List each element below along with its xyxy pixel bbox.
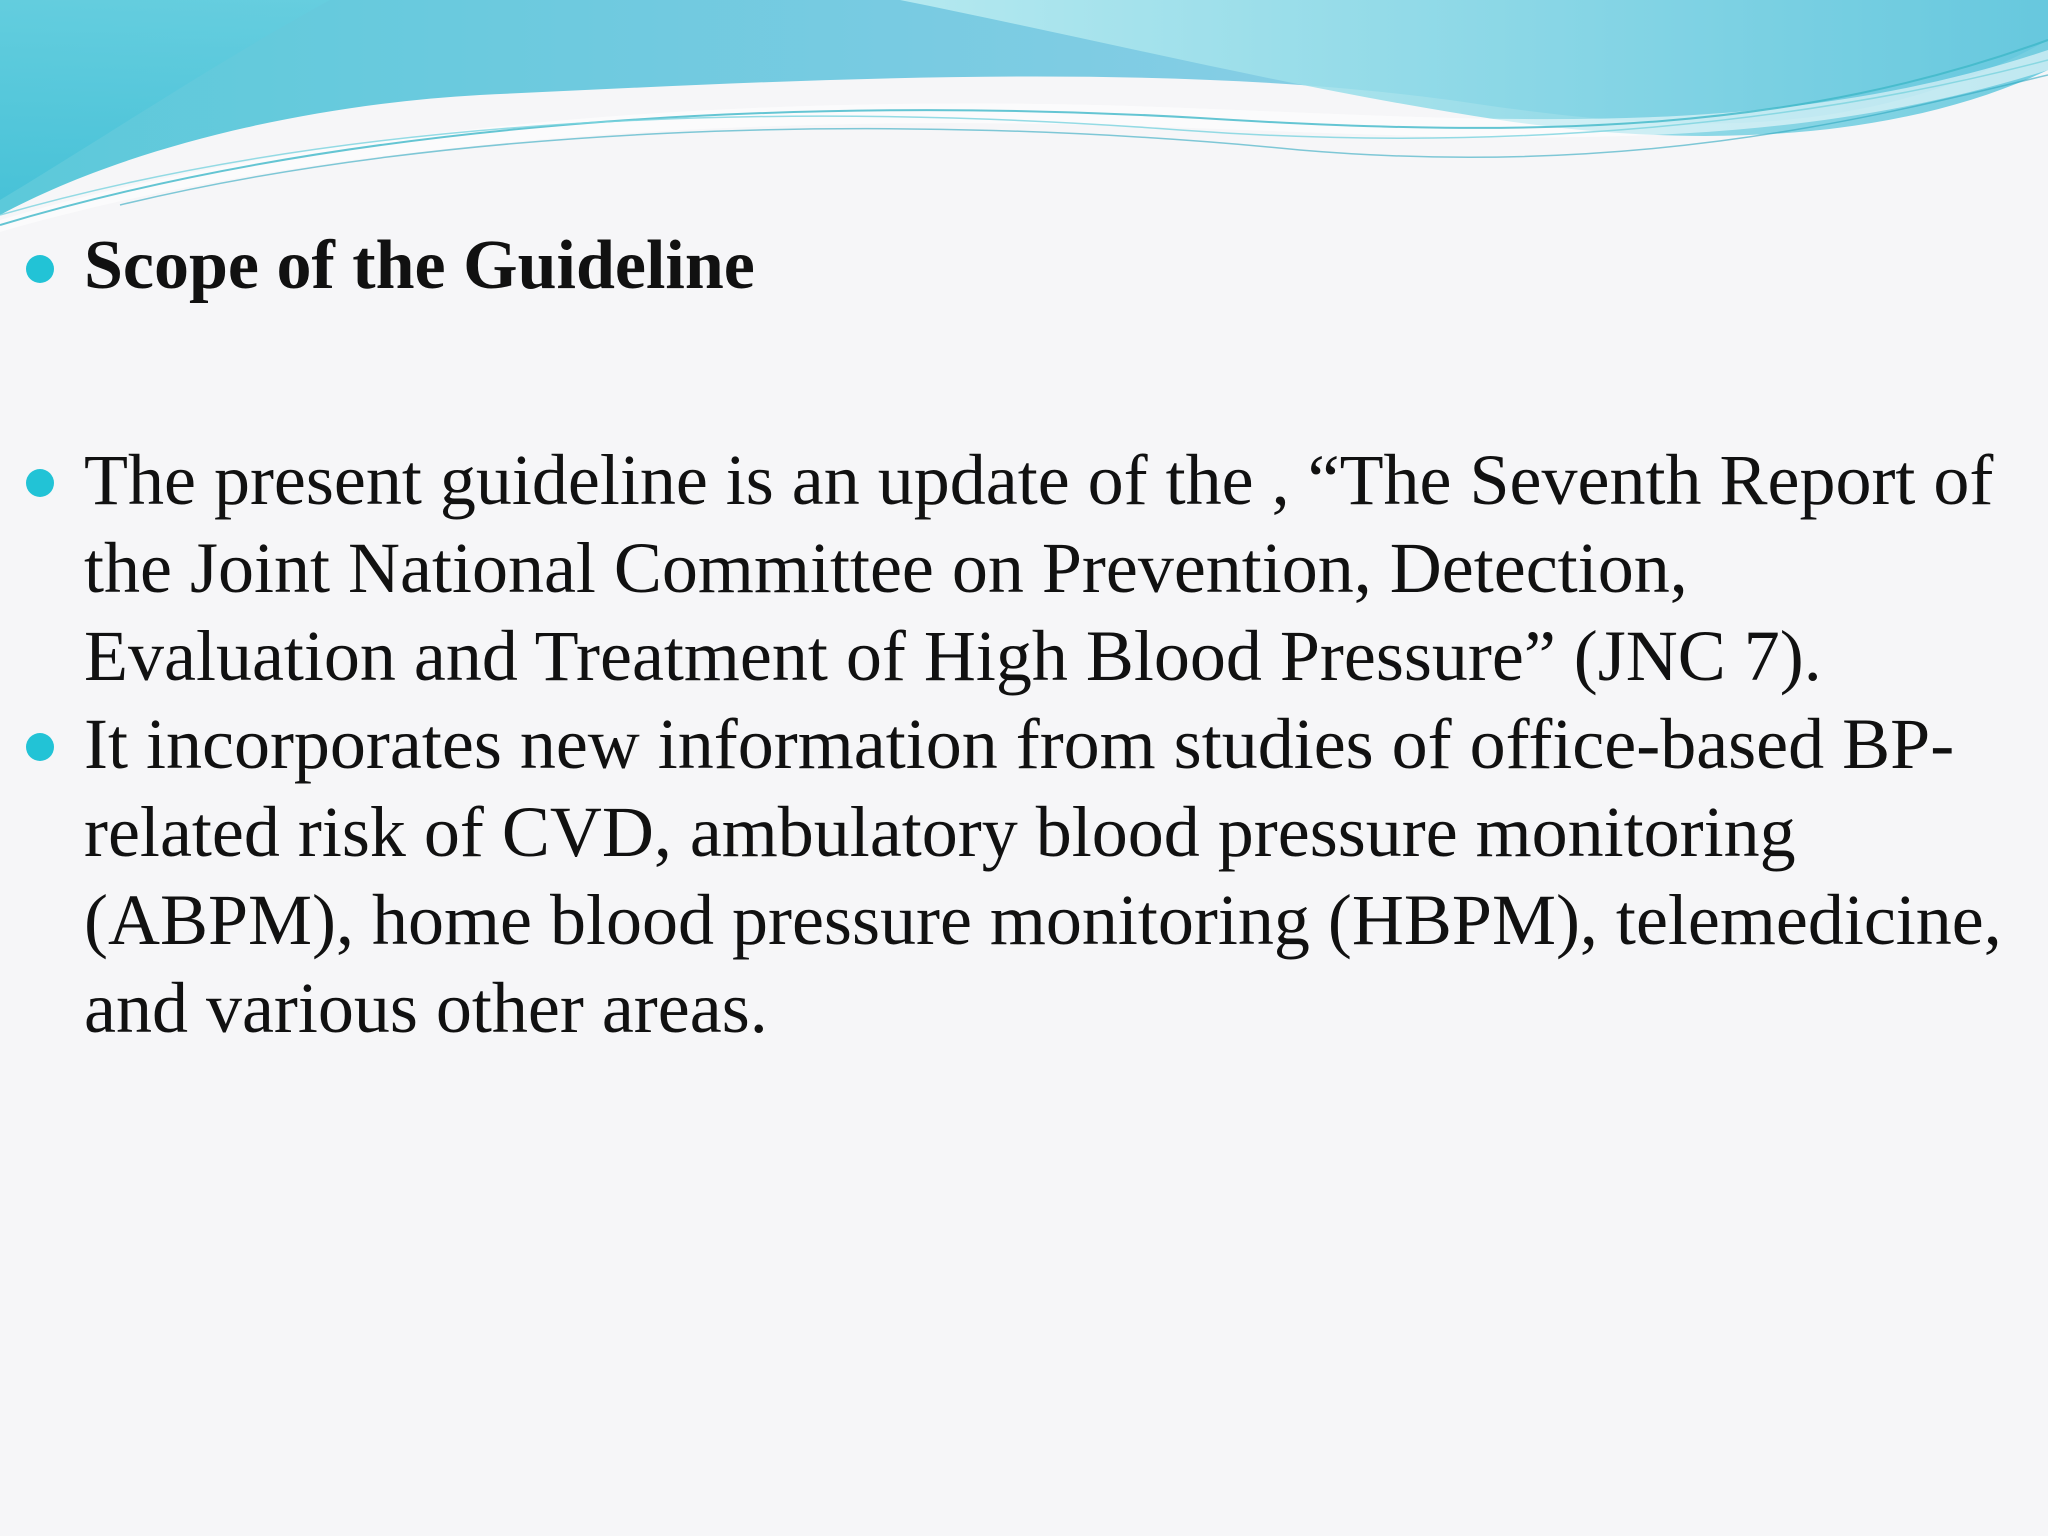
slide-content	[22, 222, 2012, 1052]
bullet-new-information	[22, 700, 2012, 1052]
bullet-dot-icon	[26, 255, 54, 283]
bullet-update-description	[22, 436, 2012, 700]
section-title: Scope of the Guideline	[84, 227, 755, 304]
bullet-dot-icon	[26, 733, 54, 761]
bullet-scope-title	[22, 222, 2012, 310]
bullet-text: It incorporates new information from studies of office-based BP-related risk of CVD, ambulatory blood pressure monitoring (ABPM), home blood pressure monitoring (HBPM), telemedicine, and various other areas.	[84, 704, 2002, 1048]
bullet-dot-icon	[26, 469, 54, 497]
bullet-text: The present guideline is an update of the , “The Seventh Report of the Joint National Committee on Prevention, Detection, Evaluation and Treatment of High Blood Pressure” (JNC 7).	[84, 440, 1994, 696]
wave-header-decoration	[0, 0, 2048, 240]
